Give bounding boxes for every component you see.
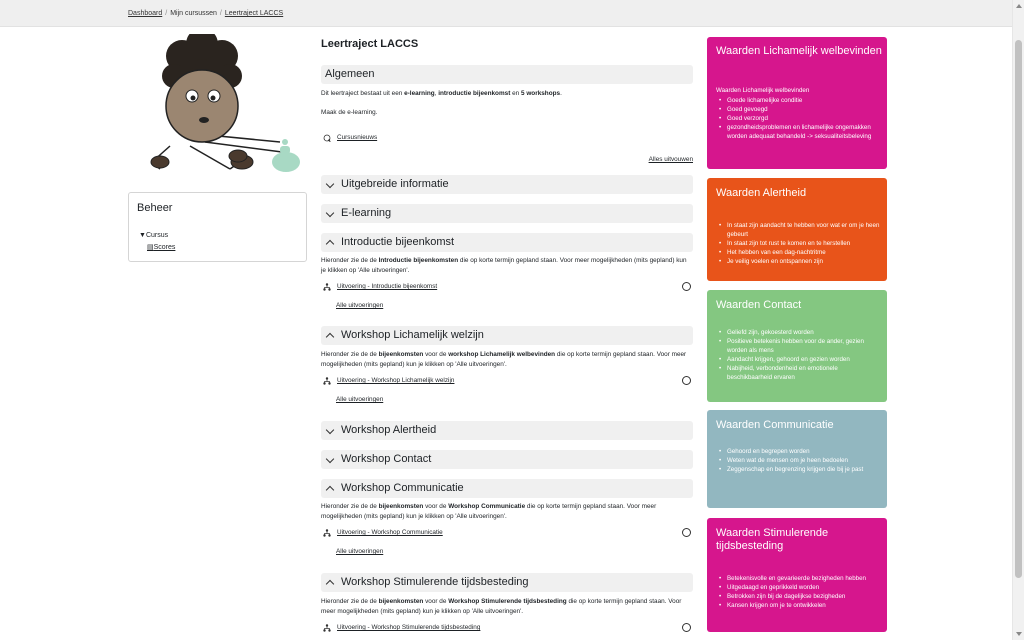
admin-block — [128, 192, 307, 262]
section-e-learning[interactable] — [321, 204, 693, 223]
communicatie-description: Hieronder zie de de bijeenkomsten voor de Workshop Communicatie die op korte termijn gepland staan. Voor meer mogelijkheden (mits gepland) kun je klikken op 'Alle uitvoeringen'. — [321, 503, 657, 520]
breadcrumb — [128, 10, 283, 17]
card-title: Waarden Communicatie — [716, 419, 834, 431]
breadcrumb-current[interactable]: Leertraject LACCS — [224, 10, 284, 17]
activity-communicatie[interactable] — [321, 527, 693, 539]
chevron-up-icon[interactable] — [326, 333, 334, 341]
facetoface-icon — [323, 283, 331, 291]
expand-all-link[interactable]: Alles uitvouwen — [648, 156, 693, 163]
top-bar — [0, 0, 1012, 27]
card-subtitle: Waarden Lichamelijk welbevinden — [716, 87, 810, 94]
card-list-item: • Uitgedaagd en geprikkeld worden — [716, 583, 882, 592]
card-title: Waarden Contact — [716, 299, 802, 311]
card-title: Waarden Alertheid — [716, 187, 807, 199]
chevron-up-icon[interactable] — [326, 486, 334, 494]
breadcrumb-my-courses[interactable]: Mijn cursussen — [170, 10, 217, 17]
section-lichamelijk[interactable] — [321, 326, 693, 345]
scroll-up-icon[interactable] — [1016, 4, 1022, 8]
avatar-illustration — [130, 34, 300, 184]
chat-icon — [323, 134, 331, 142]
completion-checkbox[interactable] — [682, 376, 691, 385]
card-list — [716, 96, 882, 141]
card-list-item: • Geliefd zijn, gekoesterd worden — [716, 328, 882, 337]
section-introductie[interactable] — [321, 233, 693, 252]
breadcrumb-separator: / — [219, 10, 222, 17]
card-list-item: • In staat zijn aandacht te hebben voor wat er om je heen gebeurt — [716, 221, 882, 239]
section-title[interactable]: E-learning — [341, 207, 392, 219]
card-list-item: • Je veilig voelen en ontspannen zijn — [716, 257, 882, 266]
scrollbar-thumb[interactable] — [1015, 40, 1022, 578]
section-contact[interactable] — [321, 450, 693, 469]
page-title: Leertraject LACCS — [321, 38, 419, 50]
card-list-item: • Weten wat de mensen om je heen bedoelen — [716, 456, 882, 465]
card-list-item: • Aandacht krijgen, gehoord en gezien worden — [716, 355, 882, 364]
section-title[interactable]: Introductie bijeenkomst — [341, 236, 455, 248]
breadcrumb-dashboard[interactable]: Dashboard — [128, 10, 163, 17]
card-list-item: • gezondheidsproblemen en lichamelijke ongemakken worden adequaat behandeld -> seksualiteitsbeleving — [716, 123, 882, 141]
table-icon: ▤ — [147, 244, 154, 251]
activity-link[interactable]: Uitvoering - Workshop Lichamelijk welzijn — [337, 377, 455, 384]
card-alertheid — [707, 178, 887, 281]
chevron-down-icon[interactable] — [326, 426, 334, 434]
card-list-item: • Nabijheid, verbondenheid en emotionele beschikbaarheid ervaren — [716, 364, 882, 382]
activity-link[interactable]: Uitvoering - Introductie bijeenkomst — [337, 283, 438, 290]
section-stimulerende[interactable] — [321, 573, 693, 592]
facetoface-icon — [323, 624, 331, 632]
section-communicatie[interactable] — [321, 479, 693, 498]
admin-block-title: Beheer — [137, 202, 173, 214]
section-title[interactable]: Workshop Stimulerende tijdsbesteding — [341, 576, 529, 588]
card-list-item: • Goed gevoegd — [716, 105, 882, 114]
section-title[interactable]: Workshop Lichamelijk welzijn — [341, 329, 484, 341]
card-list — [716, 447, 882, 474]
all-runs-link[interactable]: Alle uitvoeringen — [336, 302, 384, 309]
chevron-down-icon[interactable] — [326, 209, 334, 217]
completion-checkbox[interactable] — [682, 623, 691, 632]
page-scrollbar[interactable] — [1012, 0, 1024, 640]
chevron-down-icon[interactable] — [326, 455, 334, 463]
chevron-down-icon[interactable] — [326, 180, 334, 188]
tree-item-scores[interactable]: ▤Scores — [147, 244, 176, 251]
card-list-item: • Goede lichamelijke conditie — [716, 96, 882, 105]
all-runs-link[interactable]: Alle uitvoeringen — [336, 396, 384, 403]
section-title[interactable]: Workshop Communicatie — [341, 482, 464, 494]
activity-stimulerende[interactable] — [321, 622, 693, 634]
stimulerende-description: Hieronder zie de de bijeenkomsten voor de Workshop Stimulerende tijdsbesteding die op korte termijn gepland staan. Voor meer mogelijkheden (mits gepland) kun je klikken op 'Alle uitvoeringen'. — [321, 598, 682, 615]
section-title[interactable]: Workshop Alertheid — [341, 424, 437, 436]
tree-item-course[interactable]: ▼Cursus — [139, 232, 169, 239]
introductie-description: Hieronder zie de de Introductie bijeenkomsten die op korte termijn gepland staan. Voor meer mogelijkheden (mits gepland) kun je klikken op 'Alle uitvoeringen'. — [321, 257, 687, 274]
completion-checkbox[interactable] — [682, 528, 691, 537]
card-list-item: • In staat zijn tot rust te komen en te herstellen — [716, 239, 882, 248]
card-list-item: • Het hebben van een dag-nachtritme — [716, 248, 882, 257]
card-communicatie — [707, 410, 887, 508]
lichamelijk-description: Hieronder zie de de bijeenkomsten voor de workshop Lichamelijk welbevinden die op korte termijn gepland staan. Voor meer mogelijkheden (mits gepland) kun je klikken op 'Alle uitvoeringen'. — [321, 351, 687, 368]
activity-link[interactable]: Uitvoering - Workshop Communicatie — [337, 529, 443, 536]
chevron-up-icon[interactable] — [326, 580, 334, 588]
card-list-item: • Betrokken zijn bij de dagelijkse bezigheden — [716, 592, 882, 601]
card-list-item: • Goed verzorgd — [716, 114, 882, 123]
card-list — [716, 221, 882, 266]
facetoface-icon — [323, 377, 331, 385]
section-title[interactable]: Workshop Contact — [341, 453, 432, 465]
card-title: Waarden Lichamelijk welbevinden — [716, 45, 882, 57]
news-activity[interactable] — [321, 132, 693, 144]
activity-introductie[interactable] — [321, 281, 693, 293]
completion-checkbox[interactable] — [682, 282, 691, 291]
algemeen-description-2: Maak de e-learning. — [321, 109, 378, 116]
card-list-item: • Gehoord en begrepen worden — [716, 447, 882, 456]
card-list-item: • Kansen krijgen om je te ontwikkelen — [716, 601, 882, 610]
facetoface-icon — [323, 529, 331, 537]
section-uitgebreide-informatie[interactable] — [321, 175, 693, 194]
section-alertheid[interactable] — [321, 421, 693, 440]
card-list-item: • Zeggenschap en begrenzing krijgen die bij je past — [716, 465, 882, 474]
chevron-up-icon[interactable] — [326, 240, 334, 248]
section-title: Algemeen — [325, 68, 375, 80]
caret-down-icon: ▼ — [139, 232, 146, 239]
activity-link[interactable]: Uitvoering - Workshop Stimulerende tijdsbesteding — [337, 624, 481, 631]
card-contact — [707, 290, 887, 402]
card-list-item: • Positieve betekenis hebben voor de ander, gezien worden als mens — [716, 337, 882, 355]
activity-lichamelijk[interactable] — [321, 375, 693, 387]
card-list-item: • Betekenisvolle en gevarieerde bezigheden hebben — [716, 574, 882, 583]
card-list — [716, 328, 882, 382]
breadcrumb-separator: / — [165, 10, 168, 17]
card-list — [716, 574, 882, 610]
section-algemeen — [321, 65, 693, 84]
section-title[interactable]: Uitgebreide informatie — [341, 178, 449, 190]
card-title: Waarden Stimulerende tijdsbesteding — [716, 527, 829, 552]
card-lichamelijk — [707, 37, 887, 169]
news-link[interactable]: Cursusnieuws — [337, 134, 378, 141]
card-stimulerende — [707, 518, 887, 632]
scroll-down-icon[interactable] — [1016, 632, 1022, 636]
algemeen-description: Dit leertraject bestaat uit een e-learning, introductie bijeenkomst en 5 workshops. — [321, 90, 562, 97]
all-runs-link[interactable]: Alle uitvoeringen — [336, 548, 384, 555]
